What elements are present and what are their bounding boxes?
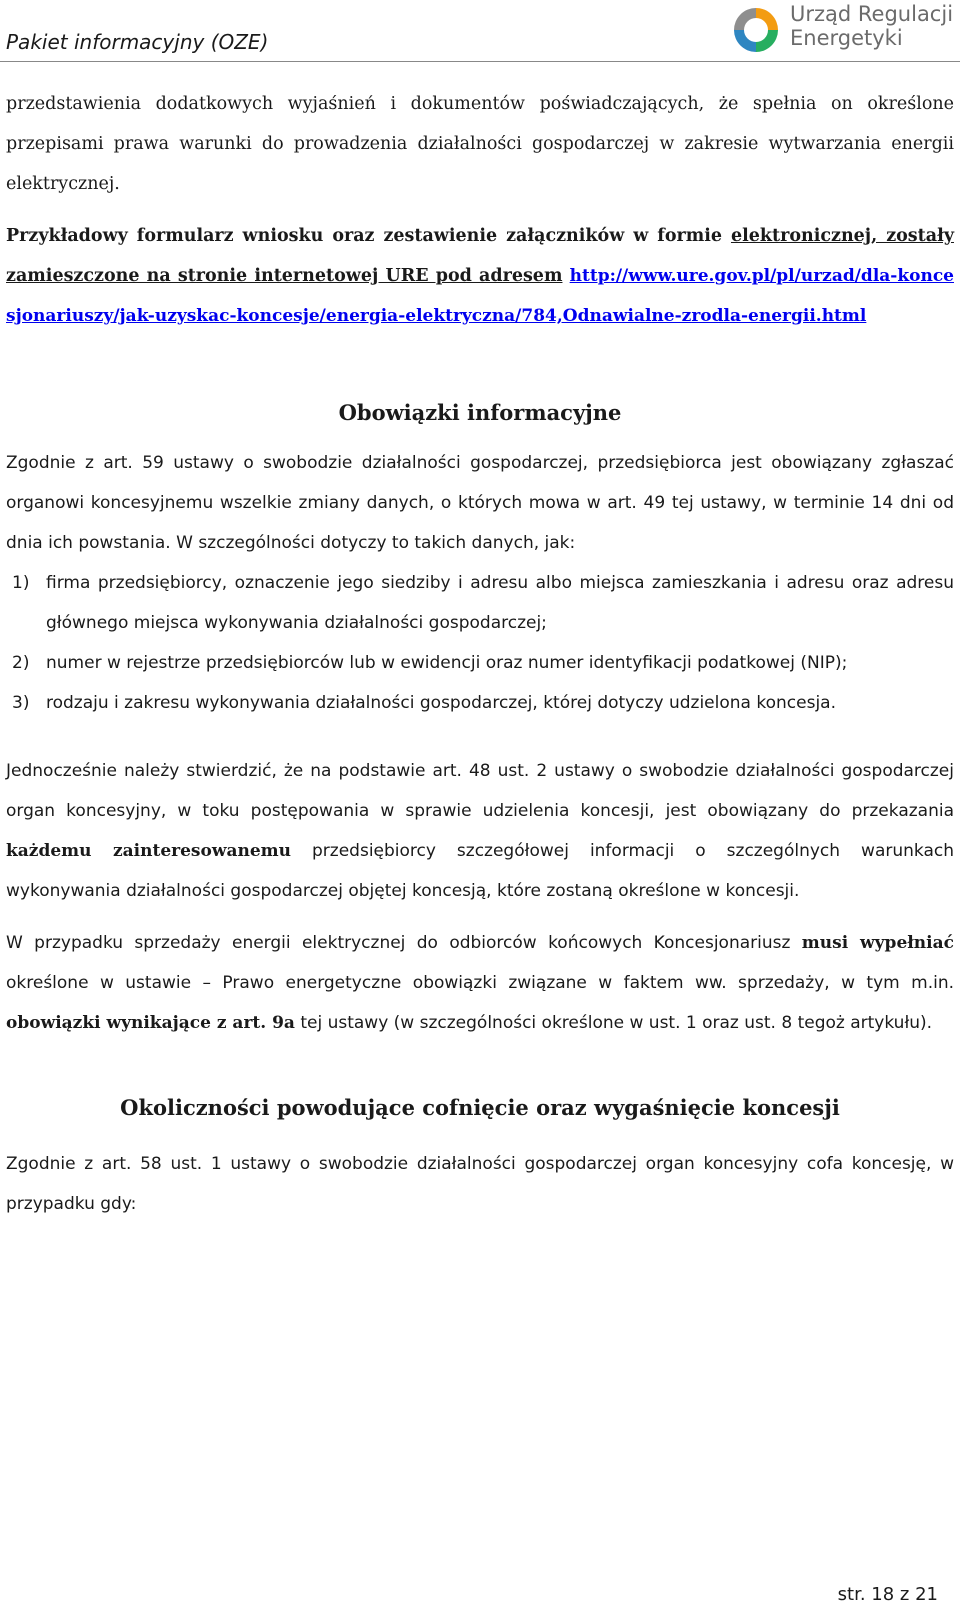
paragraph-3: Zgodnie z art. 59 ustawy o swobodzie działalności gospodarczej, przedsiębiorca jest obowiązany zgłaszać organowi koncesyjnemu wszelkie zmiany danych, o których mowa w art. 49 tej ustawy, w terminie 14 dni od dnia ich powstania. W szczególności dotyczy to takich danych, jak: — [6, 453, 954, 553]
paragraph-4-part2: przedsiębiorcy szczegółowej informacji o szczególnych warunkach wykonywania działalności gospodarczej objętej koncesją, które zostaną określone w koncesji. — [6, 841, 954, 901]
list-item — [6, 563, 954, 643]
data-list — [6, 563, 954, 723]
list-item-number: 3) — [12, 693, 30, 713]
logo-text — [790, 2, 953, 50]
list-item-text: rodzaju i zakresu wykonywania działalności gospodarczej, której dotyczy udzielona koncesja. — [46, 693, 836, 713]
page-number: str. 18 z 21 — [837, 1584, 938, 1605]
section-title-obowiazki: Obowiązki informacyjne — [338, 400, 622, 425]
ure-logo — [728, 2, 960, 58]
header-divider — [0, 61, 960, 62]
paragraph-4-bold: każdemu zainteresowanemu — [6, 841, 292, 861]
paragraph-5-bold-1: musi wypełniać — [801, 933, 954, 953]
paragraph-5-bold-2: obowiązki wynikające z art. 9a — [6, 1013, 295, 1033]
paragraph-2-part1: Przykładowy formularz wniosku oraz zestawienie załączników w formie — [6, 226, 731, 246]
header-title: Pakiet informacyjny (OZE) — [6, 30, 269, 54]
list-item-text: firma przedsiębiorcy, oznaczenie jego siedziby i adresu albo miejsca zamieszkania i adresu oraz adresu głównego miejsca wykonywania działalności gospodarczej; — [46, 573, 954, 633]
section-title-cofniecie: Okoliczności powodujące cofnięcie oraz wygaśnięcie koncesji — [120, 1095, 840, 1120]
paragraph-1: przedstawienia dodatkowych wyjaśnień i dokumentów poświadczających, że spełnia on określone przepisami prawa warunki do prowadzenia działalności gospodarczej w zakresie wytwarzania energii elektrycznej. — [6, 94, 954, 194]
list-item-number: 1) — [12, 573, 30, 593]
paragraph-4 — [6, 751, 954, 911]
ure-logo-icon — [728, 2, 784, 58]
paragraph-5-part2: określone w ustawie – Prawo energetyczne obowiązki związane w faktem ww. sprzedaży, w tym m.in. — [6, 973, 954, 993]
list-item — [6, 683, 954, 723]
paragraph-4-part1: Jednocześnie należy stwierdzić, że na podstawie art. 48 ust. 2 ustawy o swobodzie działalności gospodarczej organ koncesyjny, w toku postępowania w sprawie udzielenia koncesji, jest obowiązany do przekazania — [6, 761, 954, 821]
list-item-number: 2) — [12, 653, 30, 673]
paragraph-5-part3: tej ustawy (w szczególności określone w ust. 1 oraz ust. 8 tegoż artykułu). — [294, 1013, 933, 1033]
page-header — [0, 0, 960, 62]
paragraph-5-part1: W przypadku sprzedaży energii elektrycznej do odbiorców końcowych Koncesjonariusz — [6, 933, 802, 953]
logo-line-2: Energetyki — [790, 26, 903, 50]
list-item — [6, 643, 954, 683]
paragraph-5 — [6, 923, 954, 1043]
paragraph-6: Zgodnie z art. 58 ust. 1 ustawy o swobodzie działalności gospodarczej organ koncesyjny cofa koncesję, w przypadku gdy: — [6, 1154, 954, 1214]
list-item-text: numer w rejestrze przedsiębiorców lub w ewidencji oraz numer identyfikacji podatkowej (NIP); — [46, 653, 848, 673]
paragraph-2-part2: elektronicznej, zostały zamieszczone na stronie internetowej URE pod adresem — [6, 226, 954, 286]
ure-website-link[interactable]: http://www.ure.gov.pl/pl/urzad/dla-koncesjonariuszy/jak-uzyskac-koncesje/energia-elektryczna/784,Odnawialne-zrodla-energii.html — [6, 266, 954, 326]
page-content — [6, 84, 954, 1224]
paragraph-2 — [6, 216, 954, 336]
logo-line-1: Urząd Regulacji — [790, 2, 954, 26]
